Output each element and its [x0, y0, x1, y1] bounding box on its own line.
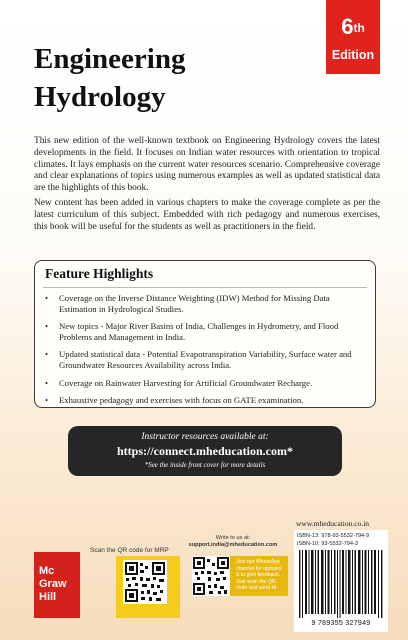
feature-item: • Coverage on the Inverse Distance Weighting (IDW) Method for Missing Data Estimation in Hydrological Studies. — [35, 293, 367, 314]
write-label: Write to us at: — [215, 535, 251, 541]
barcode-icon — [299, 550, 383, 618]
edition-number: 6th — [341, 14, 365, 39]
book-title — [34, 40, 185, 116]
description-paragraph-1: This new edition of the well-known textbook on Engineering Hydrology covers the latest developments in the field. It focuses on Indian water resources with orientation to tropical climates. It lays emphasis on the current water resources scenario. Comprehensive coverage and clear explanations of topics using numerous examples as well as updated statistical data are the highlights of this book. — [34, 136, 380, 194]
instructor-resources-note: *See the inside front cover for more details — [144, 461, 266, 469]
contact-info — [188, 535, 278, 549]
instructor-resources-label: Instructor resources available at: — [141, 432, 269, 442]
isbn-10: ISBN-10: 93-5532-794-3 — [297, 541, 358, 547]
qr-code-icon — [192, 556, 230, 596]
mrp-qr-label: Scan the QR code for MRP — [90, 547, 169, 554]
logo-text-hill: Hill — [39, 591, 57, 603]
feature-item: • Updated statistical data - Potential Evapotranspiration Variability, Surface water and Groundwater Resources Availability across India. — [35, 349, 367, 370]
feature-item: • Coverage on Rainwater Harvesting for Artificial Groundwater Recharge. — [35, 378, 367, 389]
feature-highlights-box — [34, 260, 376, 408]
logo-text-mc: Mc — [39, 565, 55, 577]
whatsapp-channel-info: Join our WhatsApp channel for updates & to give feedback. Just scan the QR code and send Hi — [230, 556, 288, 596]
feature-highlights-heading: Feature Highlights — [45, 266, 154, 281]
divider — [43, 287, 367, 288]
feature-list — [35, 293, 367, 413]
edition-badge — [326, 0, 380, 74]
feature-item: • New topics - Major River Basins of India, Challenges in Hydrometry, and Flood Problems and Management in India. — [35, 321, 367, 342]
mcgraw-hill-logo — [34, 552, 80, 618]
publisher-website[interactable]: www.mheducation.co.in — [296, 519, 370, 528]
title-line-2: Hydrology — [34, 81, 166, 113]
feature-item: • Exhaustive pedagogy and exercises with focus on GATE examination. — [35, 395, 367, 406]
logo-text-graw: Graw — [39, 578, 67, 590]
barcode-number: 9 789355 327949 — [311, 620, 371, 627]
support-email[interactable]: support.india@mheducation.com — [188, 542, 278, 548]
isbn-13: ISBN-13: 978-93-5532-794-9 — [297, 533, 370, 539]
isbn-barcode-panel — [294, 530, 388, 632]
description-paragraph-2: New content has been added in various chapters to make the coverage complete as per the latest curriculum of this subject. Embedded with rich pedagogy and numerous exercises, this book will be useful for the students as well as practitioners in the field. — [34, 198, 380, 232]
qr-code-icon — [123, 560, 167, 604]
instructor-resources-url[interactable]: https://connect.mheducation.com* — [117, 444, 293, 458]
mrp-qr-code[interactable] — [123, 560, 167, 604]
instructor-resources-banner — [68, 426, 342, 476]
whatsapp-qr-code[interactable] — [192, 556, 230, 596]
edition-label: Edition — [331, 48, 375, 62]
title-line-1: Engineering — [34, 43, 186, 75]
edition-suffix: th — [353, 21, 365, 35]
